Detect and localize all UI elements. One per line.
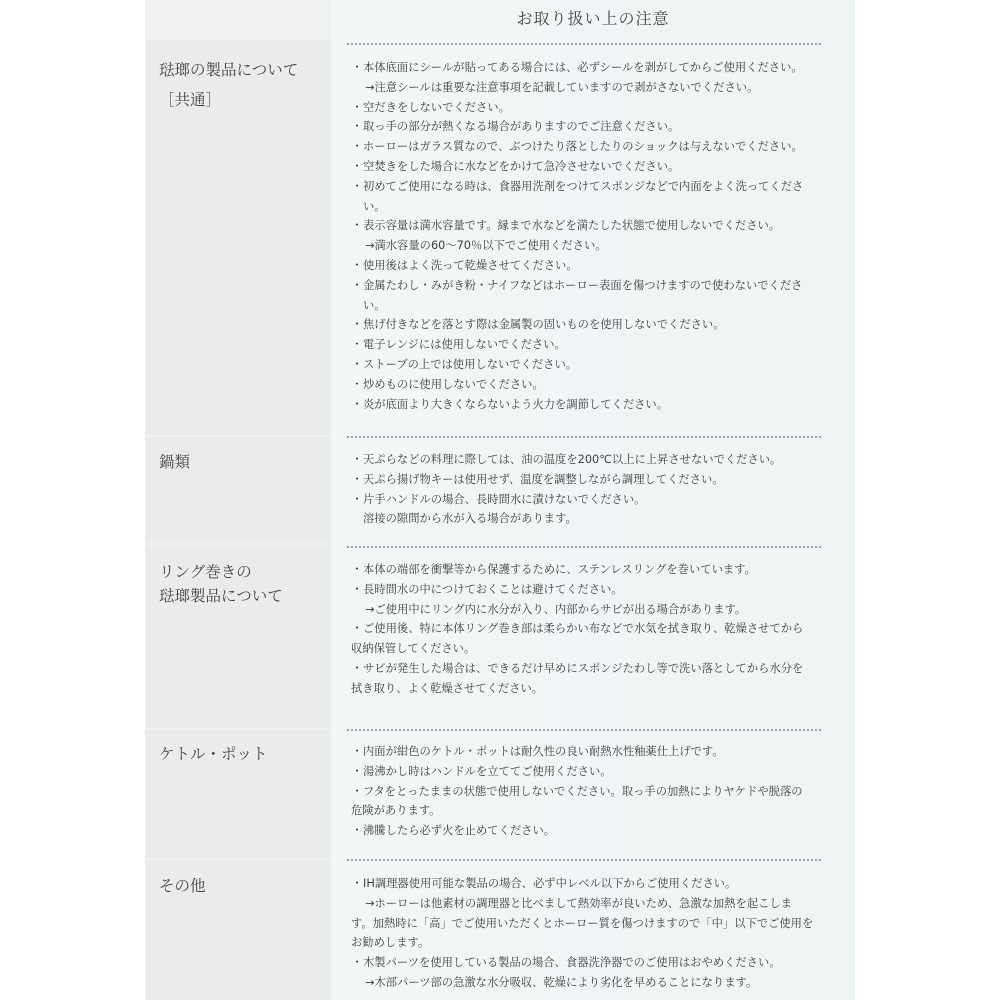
list-item [351, 973, 829, 993]
list-item-text: 沸騰したら必ず火を止めてください。 [363, 824, 556, 838]
list-item [351, 137, 829, 157]
list-item-text: 危険があります。 [351, 804, 441, 818]
bullet-mark: ・ [351, 357, 363, 371]
list-item [351, 619, 829, 639]
bullet-mark: ・ [351, 179, 363, 193]
category-column [145, 0, 331, 1000]
bullet-mark: ・ [351, 492, 363, 506]
list-item [351, 509, 829, 529]
list-item [351, 216, 829, 236]
list-item-text: 炒めものに使用しないでください。 [363, 377, 544, 391]
list-item [351, 375, 829, 395]
bullet-mark: ・ [351, 764, 363, 778]
bullet-mark: ・ [351, 140, 363, 154]
list-item [351, 914, 829, 934]
list-item [351, 197, 829, 217]
list-item [351, 801, 829, 821]
list-item-text: →満水容量の60～70％以下でご使用ください。 [365, 239, 607, 253]
dotted-divider [347, 436, 821, 438]
section-title [159, 58, 329, 112]
list-item [351, 315, 829, 335]
list-item-text: 使用後はよく洗って乾燥させてください。 [363, 258, 578, 272]
list-item [351, 953, 829, 973]
item-list [351, 450, 829, 529]
list-item-text: 本体底面にシールが貼ってある場合には、必ずシールを剥がしてからご使用ください。 [363, 61, 803, 74]
bullet-mark: ・ [351, 582, 363, 596]
list-item-text: い。 [363, 298, 386, 312]
item-list [351, 742, 829, 841]
dotted-divider [347, 546, 821, 548]
bullet-mark: ・ [351, 661, 363, 675]
list-item-text: 湯沸かし時はハンドルを立ててご使用ください。 [363, 764, 612, 778]
list-item [351, 821, 829, 841]
list-item [351, 894, 829, 914]
list-item-text: →ご使用中にリング内に水分が入り、内部からサビが出る場合があります。 [365, 602, 747, 616]
section-title-text: 琺瑯の製品について [159, 61, 299, 79]
list-item-text: 金属たわし・みがき粉・ナイフなどはホーロー表面を傷つけますので使わないでくださ [363, 278, 803, 292]
list-item [351, 782, 829, 802]
bullet-mark: ・ [351, 318, 363, 332]
list-item-text: →木部パーツ部の急激な水分吸収、乾燥により劣化を早めることになります。 [365, 975, 758, 989]
list-item [351, 395, 829, 415]
dotted-divider [347, 43, 821, 45]
list-item-text: 溶接の隙間から水が入る場合があります。 [363, 512, 577, 526]
section-title-text: その他 [159, 877, 206, 895]
list-item-text: 炎が底面より大きくならないよう火力を調節してください。 [363, 397, 669, 411]
bullet-mark: ・ [351, 258, 363, 272]
list-item-text: 内面が紺色のケトル・ポットは耐久性の良い耐熱水性釉薬仕上げです。 [363, 745, 724, 758]
list-item-text: 表示容量は満水容量です。縁まで水などを満たした状態で使用しないでください。 [363, 219, 781, 233]
bullet-mark: ・ [351, 956, 363, 970]
list-item [351, 78, 829, 98]
list-item [351, 933, 829, 953]
bullet-mark: ・ [351, 219, 363, 233]
list-item-text: 空だきをしないでください。 [363, 100, 510, 114]
precautions-sheet [145, 0, 855, 1000]
list-item [351, 470, 829, 490]
bullet-mark: ・ [351, 745, 363, 758]
bullet-mark: ・ [351, 472, 363, 486]
bullet-mark: ・ [351, 397, 363, 411]
bullet-mark: ・ [351, 100, 363, 114]
list-item-text: 天ぷら揚げ物キーは使用せず、温度を調整しながら調理してください。 [363, 472, 724, 486]
list-item-text: 長時間水の中につけておくことは避けてください。 [363, 582, 623, 596]
section-title [159, 450, 329, 474]
list-item-text: 片手ハンドルの場合、長時間水に漬けないでください。 [363, 492, 646, 506]
list-item-text: 電子レンジには使用しないでください。 [363, 338, 566, 352]
list-item-text: ご使用後、特に本体リング巻き部は柔らかい布などで水気を拭き取り、乾燥させてから [363, 622, 804, 636]
section-title [159, 560, 329, 608]
bullet-mark: ・ [351, 61, 363, 74]
section-title [159, 742, 329, 766]
bullet-mark: ・ [351, 877, 363, 890]
list-item [351, 560, 829, 580]
list-item-text: IH調理器使用可能な製品の場合、必ず中レベル以下からご使用ください。 [363, 877, 737, 890]
list-item-text: ストーブの上では使用しないでください。 [363, 357, 578, 371]
list-item-text: ホーローはガラス質なので、ぶつけたり落としたりのショックは与えないでください。 [363, 140, 803, 154]
section-subtitle-text: ［共通］ [159, 91, 222, 109]
list-item [351, 874, 829, 894]
list-item-text: 空焚きをした場合に水などをかけて急冷させないでください。 [363, 159, 680, 173]
item-list [351, 874, 829, 993]
list-item [351, 236, 829, 256]
section-title-text: リング巻きの [159, 563, 252, 581]
bullet-mark: ・ [351, 159, 363, 173]
list-item-text: お勧めします。 [351, 936, 430, 950]
bullet-mark: ・ [351, 278, 363, 292]
list-item [351, 177, 829, 197]
list-item [351, 639, 829, 659]
list-item-text: す。加熱時に「高」でご使用いただくとホーロー質を傷つけますので「中」以下でご使用を [351, 916, 814, 930]
list-item [351, 450, 829, 470]
section-title [159, 874, 329, 898]
section-subtitle-text: 琺瑯製品について [159, 587, 283, 605]
list-item-text: 天ぷらなどの料理に際しては、油の温度を200℃以上に上昇させないでください。 [363, 453, 782, 466]
list-item [351, 659, 829, 679]
list-item [351, 679, 829, 699]
item-list [351, 560, 829, 699]
list-item [351, 157, 829, 177]
list-item-text: 取っ手の部分が熱くなる場合がありますのでご注意ください。 [363, 120, 680, 134]
bullet-mark: ・ [351, 784, 363, 798]
bullet-mark: ・ [351, 338, 363, 352]
bullet-mark: ・ [351, 120, 363, 134]
list-item [351, 117, 829, 137]
page-title: お取り扱い上の注意 [516, 9, 670, 28]
list-item-text: 木製パーツを使用している製品の場合、食器洗浄器でのご使用はおやめください。 [363, 956, 781, 970]
list-item [351, 600, 829, 620]
section-title-text: ケトル・ポット [159, 745, 268, 763]
list-item-text: 収納保管してください。 [351, 642, 476, 656]
list-item-text: 焦げ付きなどを落とす際は金属製の固いものを使用しないでください。 [363, 318, 725, 332]
section-title-text: 鍋類 [159, 453, 191, 471]
list-item [351, 580, 829, 600]
bullet-mark: ・ [351, 824, 363, 838]
list-item-text: い。 [363, 199, 386, 213]
list-item [351, 335, 829, 355]
list-item-text: フタをとったままの状態で使用しないでください。取っ手の加熱によりヤケドや脱落の [363, 784, 803, 798]
list-item [351, 276, 829, 296]
dotted-divider [347, 729, 821, 731]
list-item-text: 本体の端部を衝撃等から保護するために、ステンレスリングを巻いています。 [363, 563, 756, 576]
list-item [351, 742, 829, 762]
list-item-text: サビが発生した場合は、できるだけ早めにスポンジたわし等で洗い落としてから水分を [363, 661, 804, 675]
bullet-mark: ・ [351, 563, 363, 576]
bullet-mark: ・ [351, 622, 363, 636]
list-item-text: 初めてご使用になる時は、食器用洗剤をつけてスポンジなどで内面をよく洗ってくださ [363, 179, 804, 193]
list-item [351, 58, 829, 78]
item-list [351, 58, 829, 414]
dotted-divider [347, 859, 821, 861]
list-item [351, 762, 829, 782]
list-item [351, 355, 829, 375]
list-item-text: →ホーローは他素材の調理器と比べまして熱効率が良いため、急激な加熱を起こしま [365, 896, 793, 910]
bullet-mark: ・ [351, 453, 363, 466]
list-item [351, 98, 829, 118]
list-item [351, 490, 829, 510]
list-item [351, 256, 829, 276]
list-item-text: →注意シールは重要な注意事項を記載していますので剥がさないでください。 [365, 80, 759, 94]
list-item [351, 296, 829, 316]
list-item-text: 拭き取り、よく乾燥させてください。 [351, 681, 544, 695]
bullet-mark: ・ [351, 377, 363, 391]
